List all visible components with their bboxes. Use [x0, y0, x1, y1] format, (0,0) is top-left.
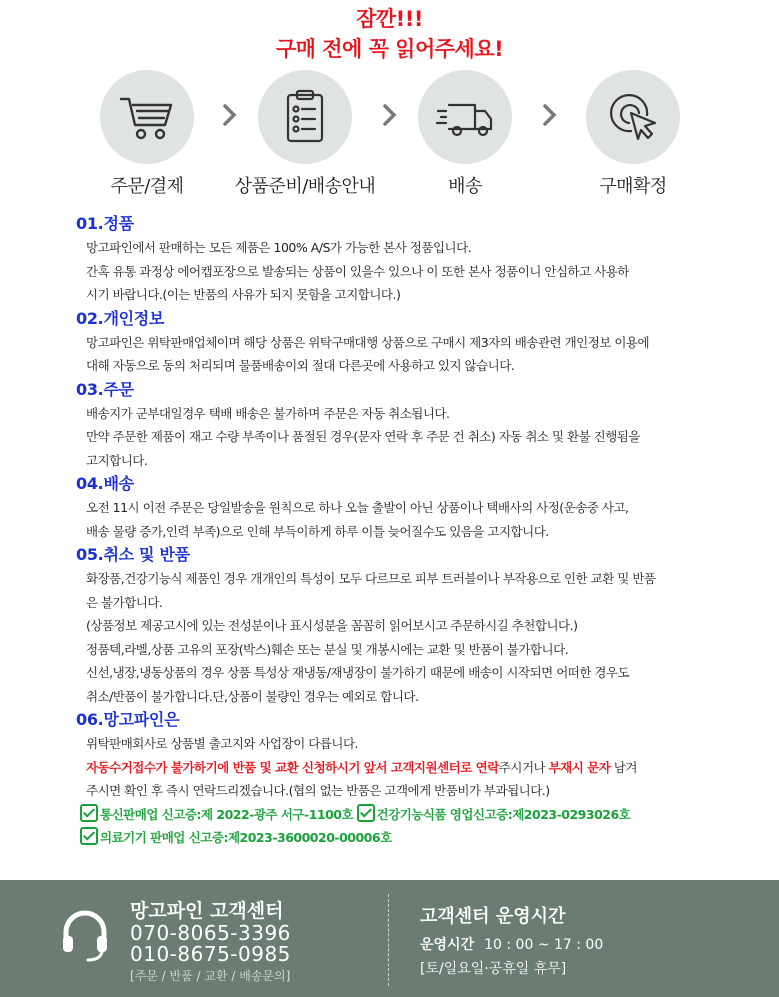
certificate-mail-order: 통신판매업 신고증:제 2022-광주 서구-1100호	[100, 806, 354, 822]
inquiry-types-note: [주문 / 반품 / 교환 / 배송문의]	[130, 969, 291, 983]
section-line: 은 불가합니다.	[86, 594, 163, 610]
step-label: 상품준비/배송안내	[234, 176, 376, 197]
section-line: 정품텍,라벨,상품 고유의 포장(박스)훼손 또는 분실 및 개봉시에는 교환 및 반품이 불가합니다.	[86, 641, 569, 657]
section-genuine	[76, 212, 716, 307]
highlight-text: 자동수거접수가 불가하기에 반품 및 교환 신청하시기 앞서 고객지원센터로 연락	[86, 759, 499, 775]
step-circle	[586, 70, 680, 164]
customer-center-title: 망고파인 고객센터	[130, 900, 284, 922]
section-line: 배송지가 군부대일경우 택배 배송은 불가하며 주문은 자동 취소됩니다.	[86, 405, 450, 421]
headset-icon	[60, 906, 110, 964]
phone-number-2[interactable]: 010-8675-0985	[130, 942, 291, 966]
section-line: 망고파인은 위탁판매업체이며 해당 상품은 위탁구매대행 상품으로 구매시 제3자의 배송관련 개인정보 이용에	[86, 334, 650, 350]
section-title: 04.배송	[76, 474, 134, 493]
header	[0, 0, 779, 64]
warning-subtitle: 구매 전에 꼭 읽어주세요!	[275, 37, 504, 61]
checkbox-icon	[357, 804, 375, 822]
section-line: 신선,냉장,냉동상품의 경우 상품 특성상 재냉동/재냉장이 불가하기 때문에 배송이 시작되면 어떠한 경우도	[86, 665, 630, 680]
certificate-row	[76, 826, 716, 850]
section-order	[76, 378, 716, 473]
footer-divider	[388, 894, 389, 986]
section-line: 오전 11시 이전 주문은 당일발송을 원칙으로 하나 오늘 출발이 아닌 상품이나 택배사의 사정(운송중 사고,	[86, 500, 629, 515]
delivery-truck-icon	[435, 87, 495, 147]
step-label: 구매확정	[599, 176, 667, 197]
checkbox-icon	[80, 804, 98, 822]
step-preparation-shipping-info	[225, 70, 385, 198]
operating-hours-title: 고객센터 운영시간	[420, 906, 566, 927]
highlight-text: 부재시 문자	[548, 759, 611, 775]
checkbox-icon	[80, 827, 98, 845]
section-privacy	[76, 307, 716, 378]
step-shipping	[385, 70, 545, 198]
step-circle	[418, 70, 512, 164]
order-process-steps	[0, 70, 779, 197]
certificate-health-food: 건강기능식품 영업신고증:제2023-0293026호	[376, 806, 631, 822]
warning-title: 잠깐!!!	[356, 7, 423, 31]
section-shipping	[76, 472, 716, 543]
section-title: 05.취소 및 반품	[76, 545, 190, 564]
step-label: 주문/결제	[110, 176, 184, 197]
phone-number-1[interactable]: 070-8065-3396	[130, 921, 291, 945]
section-line: 위탁판매회사로 상품별 출고지와 사업장이 다릅니다.	[86, 736, 359, 751]
section-line: 간혹 유통 과정상 에어캡포장으로 발송되는 상품이 있을수 있으나 이 또한 본사 정품이니 안심하고 사용하	[86, 263, 629, 279]
hours-label: 운영시간	[420, 937, 475, 953]
section-line: 망고파인에서 판매하는 모든 제품은 100% A/S가 가능한 본사 정품입니다.	[86, 240, 472, 255]
click-cursor-icon	[603, 87, 663, 147]
hours-value: 10 : 00 ~ 17 : 00	[484, 937, 604, 953]
section-line: 시기 바랍니다.(이는 반품의 사유가 되지 못함을 고지합니다.)	[86, 287, 401, 302]
shopping-cart-icon	[117, 87, 177, 147]
step-purchase-confirmation	[553, 70, 713, 198]
step-order-payment	[67, 70, 227, 198]
section-line: 대해 자동으로 동의 처리되며 물품배송이외 절대 다른곳에 사용하고 있지 않습니다.	[86, 358, 515, 373]
step-label: 배송	[448, 176, 482, 197]
plain-text: 주시거나	[498, 759, 549, 775]
section-line: 배송 물량 증가,인력 부족)으로 인해 부득이하게 하루 이틀 늦어질수도 있음을 고지합니다.	[86, 523, 549, 539]
section-line-return-contact	[76, 756, 716, 780]
step-circle	[100, 70, 194, 164]
section-line: 주시면 확인 후 즉시 연락드리겠습니다.(협의 없는 반품은 고객에게 반품비가 부과됩니다.)	[86, 783, 550, 798]
certificate-medical-device: 의료기기 판매업 신고증:제2023-3600020-00006호	[100, 830, 392, 845]
section-line: 고지합니다.	[86, 452, 148, 468]
section-line: 취소/반품이 불가합니다.단,상품이 불량인 경우는 예외로 합니다.	[86, 688, 419, 704]
step-circle	[258, 70, 352, 164]
section-title: 01.정품	[76, 214, 134, 233]
section-title: 03.주문	[76, 379, 134, 399]
notice-content	[76, 212, 716, 850]
closed-days: [토/일요일·공휴일 휴무]	[420, 961, 567, 977]
section-title: 02.개인정보	[76, 308, 165, 328]
certificate-row	[76, 803, 716, 827]
section-line: 화장품,건강기능식 제품인 경우 개개인의 특성이 모두 다르므로 피부 트러블이나 부작용으로 인한 교환 및 반품	[86, 571, 656, 586]
plain-text: 남겨	[610, 759, 637, 775]
clipboard-checklist-icon	[275, 87, 335, 147]
section-line: (상품정보 제공고시에 있는 전성분이나 표시성분을 꼼꼼히 읽어보시고 주문하시길 추천합니다.)	[86, 618, 578, 633]
customer-center-footer	[0, 880, 779, 997]
section-cancel-return	[76, 543, 716, 708]
section-line: 만약 주문한 제품이 재고 수량 부족이나 품절된 경우(문자 연락 후 주문 건 취소) 자동 취소 및 환불 진행됨을	[86, 429, 640, 444]
operating-hours	[420, 934, 603, 954]
section-about-mangopine	[76, 708, 716, 850]
section-title: 06.망고파인은	[76, 710, 180, 729]
